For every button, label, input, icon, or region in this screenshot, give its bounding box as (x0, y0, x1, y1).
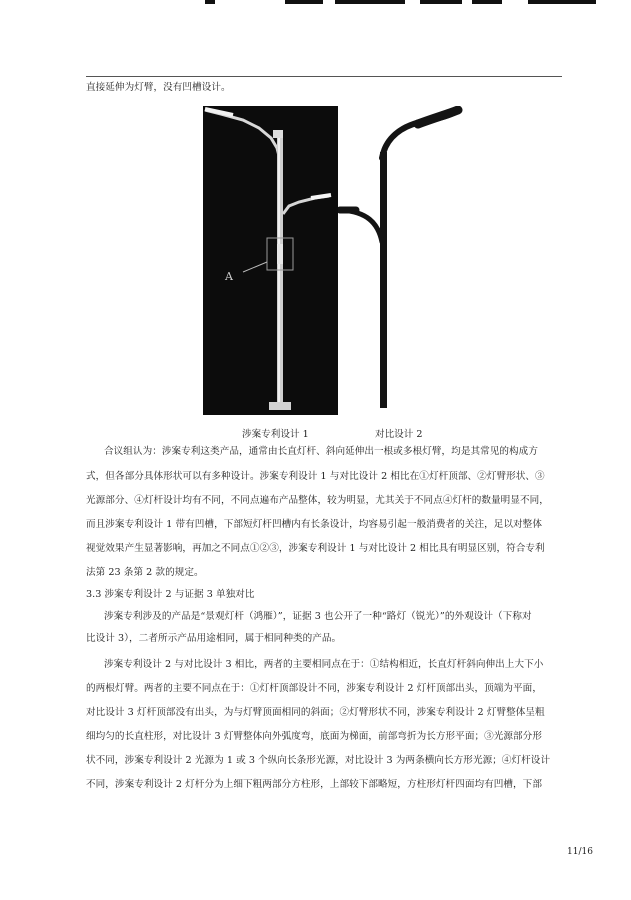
paragraph-line: 对比设计 3 灯杆顶部没有出头，为与灯臂顶面相同的斜面；②灯臂形状不同，涉案专利设计 2 灯臂整体呈粗 (86, 707, 545, 718)
paragraph-line: 比设计 3），二者所示产品用途相同，属于相同种类的产品。 (86, 633, 342, 644)
scan-border-top (0, 0, 631, 6)
figure-design-2-silhouette (338, 106, 466, 415)
paragraph-line: 视觉效果产生显著影响，再加之不同点①②③，涉案专利设计 1 与对比设计 2 相比具有明显区别，符合专利 (86, 543, 545, 554)
paragraph-line: 不同，涉案专利设计 2 灯杆分为上细下粗两部分方柱形，上部较下部略短，方柱形灯杆四面均有凹槽，下部 (86, 779, 542, 790)
paragraph-line: 法第 23 条第 2 款的规定。 (86, 567, 204, 578)
caption-design-2: 对比设计 2 (375, 429, 423, 440)
paragraph-line: 细均匀的长直柱形，对比设计 3 灯臂整体向外弧度弯，底面为梯面，前部弯折为长方形平面；③光源部分形 (86, 731, 542, 742)
page-number: 11/16 (567, 847, 593, 857)
paragraph-line: 涉案专利设计 2 与对比设计 3 相比，两者的主要相同点在于：①结构相近，长直灯杆斜向伸出上大下小 (104, 659, 544, 670)
paragraph-line: 涉案专利涉及的产品是“景观灯杆（鸿雁）”，证据 3 也公开了一种“路灯（锐光）”的外观设计（下称对 (104, 611, 532, 622)
paragraph-line: 光源部分、④灯杆设计均有不同，不同点遍布产品整体，较为明显，尤其关于不同点④灯杆的数量明显不同， (86, 495, 549, 506)
paragraph-line: 式，但各部分具体形状可以有多种设计。涉案专利设计 1 与对比设计 2 相比在①灯杆顶部、②灯臂形状、③ (86, 471, 545, 482)
marker-label-a: A (225, 270, 233, 283)
caption-design-1: 涉案专利设计 1 (242, 429, 309, 440)
paragraph-line: 而且涉案专利设计 1 带有凹槽，下部短灯杆凹槽内有长条设计，均容易引起一般消费者的关注，足以对整体 (86, 519, 542, 530)
paragraph-line: 的两根灯臂。两者的主要不同点在于：①灯杆顶部设计不同，涉案专利设计 2 灯杆顶部出头，顶端为平面， (86, 683, 542, 694)
continuation-text: 直接延伸为灯臂，没有凹槽设计。 (86, 82, 231, 93)
section-heading: 3.3 涉案专利设计 2 与证据 3 单独对比 (86, 589, 255, 600)
paragraph-line: 合议组认为：涉案专利这类产品，通常由长直灯杆、斜向延伸出一根或多根灯臂，均是其常见的构成方 (104, 446, 538, 457)
lamp-post-design-1-illustration (203, 106, 339, 415)
header-rule (86, 76, 562, 77)
figure-design-1-photo (203, 106, 339, 415)
lamp-post-design-2-illustration (338, 106, 466, 415)
paragraph-line: 状不同，涉案专利设计 2 光源为 1 或 3 个纵向长条形光源，对比设计 3 为两条横向长方形光源；④灯杆设计 (86, 755, 551, 766)
